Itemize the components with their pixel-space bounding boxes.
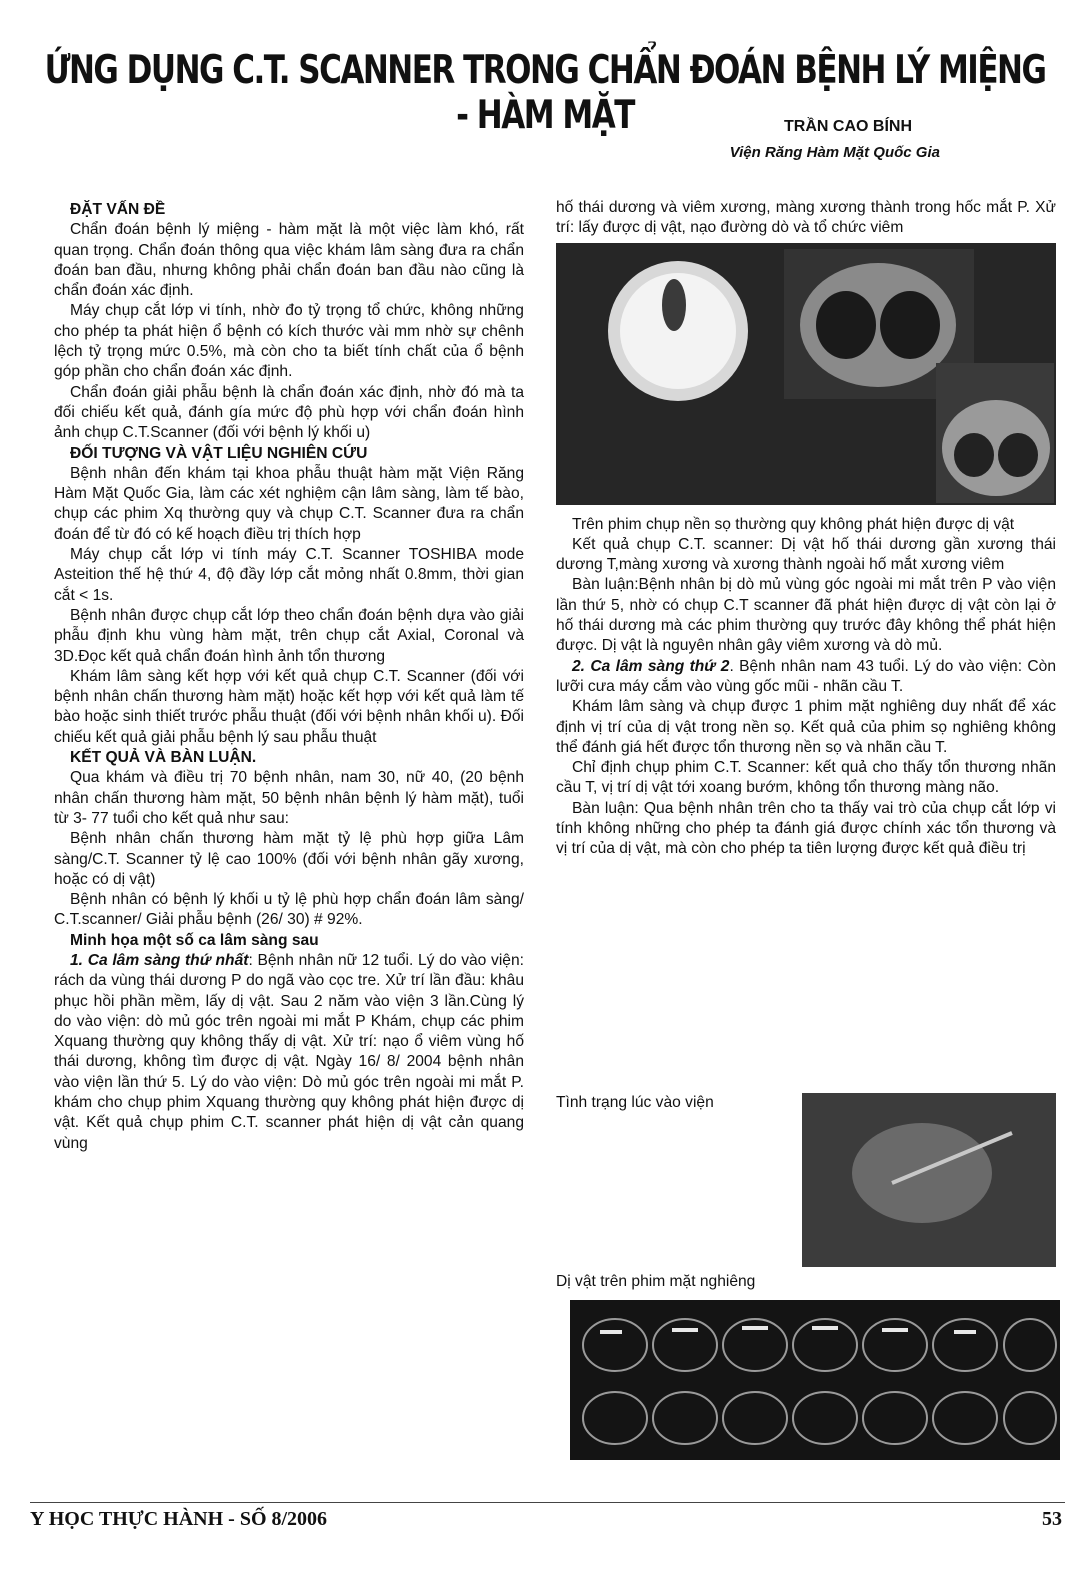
paragraph: Chẩn đoán bệnh lý miệng - hàm mặt là một việc làm khó, rất quan trọng. Chẩn đoán thông qua việc khám lâm sàng đưa ra chẩn đoán ban đầu, nhưng không phải chẩn đoán ban đầu nào cũng là chẩn đoán xác định. (54, 221, 524, 300)
admission-photo (802, 1093, 1056, 1267)
left-column (54, 200, 524, 1154)
paragraph: Kết quả chụp C.T. scanner: Dị vật hố thái dương gần xương thái dương T,màng xương và xương thành ngoài hố mắt xương viêm (556, 535, 1056, 574)
paragraph: Khám lâm sàng kết hợp với kết quả chụp C.T. Scanner (đối với bệnh nhân chấn thương hàm mặt) hoặc kết hợp với kết quả làm tế bào hoặc sinh thiết trước phẫu thuật (đối với bệnh nhân khối u). Đối chiếu kết quả giải phẫu bệnh lý sau phẫu thuật (54, 667, 524, 746)
page-number: 53 (1042, 1508, 1062, 1530)
paragraph: Trên phim chụp nền sọ thường quy không phát hiện được dị vật (572, 515, 1015, 533)
ct-scan-image-case-1 (556, 243, 1056, 505)
paragraph: Máy chụp cắt lớp vi tính máy C.T. Scanner TOSHIBA mode Asteition thế hệ thứ 4, độ đầy lớp cắt mỏng nhất 0.8mm, thời gian cắt < 1s. (54, 546, 524, 604)
paragraph: hố thái dương và viêm xương, màng xương thành trong hốc mắt P. Xử trí: lấy được dị vật, nạo đường dò và tổ chức viêm (556, 199, 1056, 237)
paragraph: Bệnh nhân được chụp cắt lớp theo chẩn đoán bệnh dựa vào giải phẫu định khu vùng hàm mặt, trên chụp cắt Axial, Coronal và 3D.Đọc kết quả chẩn đoán hình ảnh tổn thương (54, 606, 524, 665)
footer-rule (30, 1502, 1065, 1503)
paragraph: Bàn luận: Qua bệnh nhân trên cho ta thấy vai trò của chụp cắt lớp vi tính không những cho phép ta đánh giá được chính xác tổn thương và vị trí của dị vật, mà còn cho phép ta tiên lượng được kết quả điều trị (556, 799, 1056, 858)
author-name: TRẦN CAO BÍNH (784, 118, 912, 135)
case-2-text: . Bệnh nhân nam 43 tuổi. Lý do vào viện: Còn lưỡi cưa máy cắm vào vùng gốc mũi - nhãn cầu T. (556, 657, 1056, 695)
article-title: ỨNG DỤNG C.T. SCANNER TRONG CHẨN ĐOÁN BỆNH LÝ MIỆNG - HÀM MẶT (44, 48, 1046, 138)
paragraph: Bệnh nhân đến khám tại khoa phẫu thuật hàm mặt Viện Răng Hàm Mặt Quốc Gia, làm các xét nghiệm cận lâm sàng, làm tế bào, chụp các phim Xq thường quy và chụp C.T. Scanner đưa ra chẩn đoán để từ đó có kế hoạch điều trị thích hợp (54, 464, 524, 543)
ct-slice-series (570, 1300, 1060, 1460)
paragraph: Chẩn đoán giải phẫu bệnh là chẩn đoán xác định, nhờ đó mà ta đối chiếu kết quả, đánh gía mức độ phù hợp với chẩn đoán hình ảnh chụp C.T.Scanner (đối với bệnh lý khối u) (54, 383, 524, 442)
case-1-text: : Bệnh nhân nữ 12 tuổi. Lý do vào viện: rách da vùng thái dương P do ngã vào cọc tre. Xử trí lần đầu: khâu phục hồi phần mềm, lấy dị vật. Sau 2 năm vào viện 3 lần.Cùng lý do vào viện: dò mủ góc trên ngoài mi mắt P Khám, chụp các phim Xquang thường quy không thấy dị vật. Xử trí: nạo ổ viêm vùng hố thái dương, không tìm được dị vật. Ngày 16/ 8/ 2004 bệnh nhân vào viện lần thứ 5. Lý do vào viện: Dò mủ góc trên ngoài mi mắt P. khám cho chụp phim Xquang thường quy không phát hiện được dị vật. Kết quả chụp phim C.T. scanner phát hiện dị vật cản quang vùng (54, 951, 524, 1152)
case-2-label: 2. Ca lâm sàng thứ 2 (572, 657, 730, 675)
paragraph: Chỉ định chụp phim C.T. Scanner: kết quả cho thấy tổn thương nhãn cầu T, vị trí dị vật tới xoang bướm, không tổn thương màng não. (556, 759, 1056, 797)
caption-admission: Tình trạng lúc vào viện (556, 1094, 714, 1111)
section-heading-method: ĐỐI TƯỢNG VÀ VẬT LIỆU NGHIÊN CỨU (70, 444, 368, 462)
ct-slice-strip (570, 1300, 1060, 1460)
paragraph: Bệnh nhân có bệnh lý khối u tỷ lệ phù hợp chẩn đoán lâm sàng/ C.T.scanner/ Giải phẫu bệnh (26/ 30) # 92%. (54, 891, 524, 929)
paragraph: Máy chụp cắt lớp vi tính, nhờ đo tỷ trọng tổ chức, không những cho phép ta phát hiện ổ bệnh có kích thước vài mm nhờ sự chênh lệch tỷ trọng mức 0.5%, mà còn cho ta biết tính chất của ổ bệnh góp phần cho chẩn đoán xác định. (54, 302, 524, 381)
section-heading-intro: ĐẶT VẤN ĐỀ (70, 201, 166, 218)
right-column (556, 198, 1056, 860)
paragraph-case-2 (556, 657, 1056, 698)
admission-image (802, 1093, 1056, 1267)
footer-journal: Y HỌC THỰC HÀNH - SỐ 8/2006 (30, 1508, 328, 1530)
paragraph: Bệnh nhân chấn thương hàm mặt tỷ lệ phù hợp giữa Lâm sàng/C.T. Scanner tỷ lệ cao 100% (đối với bệnh nhân gãy xương, hoặc có dị vật) (54, 830, 524, 888)
paragraph: Khám lâm sàng và chụp được 1 phim mặt nghiêng duy nhất để xác định vị trí của dị vật trong nền sọ. Kết quả của phim sọ nghiêng không thể đánh giá hết được tổn thương nền sọ và nhãn cầu T. (556, 698, 1056, 756)
paragraph-case-1 (54, 951, 524, 1154)
section-heading-cases: Minh họa một số ca lâm sàng sau (70, 931, 319, 949)
caption-lateral-film: Dị vật trên phim mặt nghiêng (556, 1273, 756, 1290)
paragraph: Bàn luận:Bệnh nhân bị dò mủ vùng góc ngoài mi mắt trên P vào viện lần thứ 5, nhờ có chụp C.T scanner đã phát hiện được dị vật còn lại ở hố thái dương mà các phim thường quy trước đây không thể phát hiện được. Dị vật là nguyên nhân gây viêm xương và dò mủ. (556, 576, 1056, 655)
case-1-label: 1. Ca lâm sàng thứ nhất (70, 951, 249, 969)
paragraph: Qua khám và điều trị 70 bệnh nhân, nam 30, nữ 40, (20 bệnh nhân chấn thương hàm mặt, 50 bệnh nhân bệnh lý hàm mặt), tuổi từ 3- 77 tuổi cho kết quả như sau: (54, 769, 524, 827)
section-heading-results: KẾT QUẢ VÀ BÀN LUẬN. (70, 749, 257, 767)
author-affiliation: Viện Răng Hàm Mặt Quốc Gia (729, 144, 940, 161)
ct-scan-figure (556, 243, 1056, 505)
